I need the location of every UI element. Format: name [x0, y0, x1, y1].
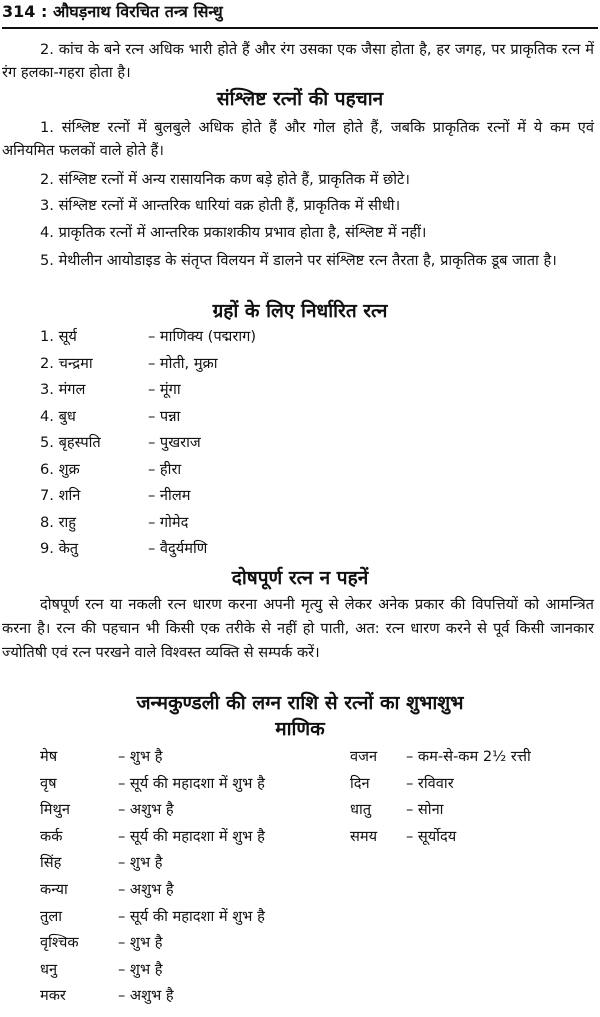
rashi-result: – अशुभ है — [118, 801, 174, 819]
synthetic-point-5-text: 5. मेथीलीन आयोडाइड के संतृप्त विलयन में डालने पर संश्लिष्ट रत्न तैरता है, प्राकृतिक डूब जाता है। — [40, 252, 557, 269]
synthetic-point-3 — [2, 195, 594, 217]
synthetic-point-4-text: 4. प्राकृतिक रत्नों में आन्तरिक प्रकाशकीय प्रभाव होता है, संश्लिष्ट में नहीं। — [40, 224, 427, 241]
planet-gem-row — [40, 353, 560, 375]
planet-name: 4. बुध — [40, 407, 76, 425]
rashi-result: – सूर्य की महादशा में शुभ है — [118, 907, 265, 925]
gem-name: – नीलम — [148, 487, 191, 504]
section-heading-synthetic: संश्लिष्ट रत्नों की पहचान — [216, 88, 384, 110]
page-header: 314 : औघड़नाथ विरचित तन्त्र सिन्धु — [2, 2, 223, 21]
gem-name: – गोमेद — [148, 513, 189, 531]
fact-value: – रविवार — [406, 774, 454, 792]
planet-gem-row — [40, 512, 560, 534]
rashi-row — [40, 985, 340, 1007]
planet-gem-row — [40, 379, 560, 401]
rashi-result: – सूर्य की महादशा में शुभ है — [118, 827, 265, 845]
rashi-row — [40, 773, 340, 795]
synthetic-point-1 — [2, 116, 594, 162]
intro-paragraph — [2, 38, 594, 84]
gem-name: – पुखराज — [148, 434, 201, 451]
fact-value: – कम-से-कम 2½ रत्ती — [406, 748, 531, 765]
fact-value: – सूर्योदय — [406, 827, 457, 845]
planet-gem-row — [40, 485, 560, 507]
rashi-row — [40, 746, 340, 768]
rashi-result: – अशुभ है — [118, 881, 174, 898]
gem-name: – माणिक्य (पद्मराग) — [148, 328, 257, 345]
rashi-row — [40, 932, 340, 954]
rashi-row — [40, 799, 340, 821]
gem-name: – वैदुर्यमणि — [148, 540, 208, 557]
rashi-name: मेष — [40, 748, 58, 765]
rashi-row — [40, 852, 340, 874]
planet-gem-row — [40, 326, 560, 348]
subheading-manik: माणिक — [275, 718, 325, 740]
synthetic-point-3-text: 3. संश्लिष्ट रत्नों में आन्तरिक धारियां वक्र होती हैं, प्राकृतिक में सीधी। — [40, 197, 401, 214]
planet-gem-row — [40, 538, 560, 560]
rashi-result: – शुभ है — [118, 748, 163, 765]
synthetic-point-4 — [2, 222, 594, 244]
rashi-name: मकर — [40, 987, 66, 1005]
header-rule — [2, 27, 598, 29]
rashi-name: सिंह — [40, 854, 62, 872]
manik-fact-row — [350, 826, 595, 848]
planet-name: 6. शुक्र — [40, 460, 80, 478]
planet-name: 3. मंगल — [40, 381, 86, 398]
gem-name: – मूंगा — [148, 381, 181, 398]
planet-name: 9. केतु — [40, 540, 79, 557]
synthetic-point-2-text: 2. संश्लिष्ट रत्नों में अन्य रासायनिक कण बड़े होते हैं, प्राकृतिक में छोटे। — [40, 171, 410, 188]
rashi-result: – शुभ है — [118, 854, 163, 872]
manik-fact-row — [350, 799, 595, 821]
fact-key: दिन — [350, 774, 370, 792]
fact-value: – सोना — [406, 801, 444, 819]
defective-gems-paragraph — [2, 593, 594, 665]
defective-gems-text: दोषपूर्ण रत्न या नकली रत्न धारण करना अपनी मृत्यु से लेकर अनेक प्रकार की विपत्तियों को आमन्त्रित करना है। रत्न की पहचान भी किसी एक तरीके से नहीं हो पाती, अत: रत्न धारण करने से पूर्व किसी जानकार ज्योतिषी एवं रत्न परखने वाले विश्वस्त व्यक्ति से सम्पर्क करें। — [2, 596, 594, 661]
rashi-name: मिथुन — [40, 801, 70, 819]
intro-paragraph-text: 2. कांच के बने रत्न अधिक भारी होते हैं और रंग उसका एक जैसा होता है, हर जगह, पर प्राकृतिक रत्न में रंग हलका-गहरा होता है। — [2, 41, 594, 81]
rashi-result: – सूर्य की महादशा में शुभ है — [118, 774, 265, 792]
planet-gem-row — [40, 432, 560, 454]
rashi-name: वृष — [40, 774, 57, 792]
section-heading-planet-gems: ग्रहों के लिए निर्धारित रत्न — [212, 300, 388, 322]
planet-name: 7. शनि — [40, 487, 81, 504]
synthetic-point-2 — [2, 169, 594, 191]
rashi-name: वृश्चिक — [40, 934, 79, 952]
manik-fact-row — [350, 746, 595, 768]
gem-name: – पन्ना — [148, 407, 181, 425]
planet-name: 8. राहु — [40, 513, 77, 531]
rashi-row — [40, 826, 340, 848]
rashi-name: तुला — [40, 907, 62, 925]
fact-key: धातु — [350, 801, 372, 819]
synthetic-point-1-text: 1. संश्लिष्ट रत्नों में बुलबुले अधिक होते हैं और गोल होते हैं, जबकि प्राकृतिक रत्नों में ये कम एवं अनियमित फलकों वाले होते हैं। — [2, 119, 594, 159]
gem-name: – हीरा — [148, 460, 182, 478]
fact-key: समय — [350, 827, 378, 845]
planet-name: 5. बृहस्पति — [40, 434, 101, 451]
planet-gem-row — [40, 406, 560, 428]
rashi-row — [40, 959, 340, 981]
synthetic-point-5 — [2, 249, 594, 272]
rashi-result: – शुभ है — [118, 960, 163, 978]
manik-fact-row — [350, 773, 595, 795]
gem-name: – मोती, मुक्रा — [148, 354, 218, 372]
rashi-name: कर्क — [40, 827, 63, 845]
rashi-row — [40, 879, 340, 901]
planet-gem-row — [40, 459, 560, 481]
rashi-result: – अशुभ है — [118, 987, 174, 1005]
section-heading-lagna: जन्मकुण्डली की लग्न राशि से रत्नों का शुभाशुभ — [136, 692, 464, 714]
rashi-name: कन्या — [40, 881, 68, 898]
rashi-name: धनु — [40, 960, 58, 978]
planet-name: 2. चन्द्रमा — [40, 354, 93, 372]
fact-key: वजन — [350, 748, 378, 765]
rashi-row — [40, 906, 340, 928]
rashi-result: – शुभ है — [118, 934, 163, 952]
section-heading-defective-gems: दोषपूर्ण रत्न न पहनें — [231, 567, 369, 589]
planet-name: 1. सूर्य — [40, 328, 77, 345]
